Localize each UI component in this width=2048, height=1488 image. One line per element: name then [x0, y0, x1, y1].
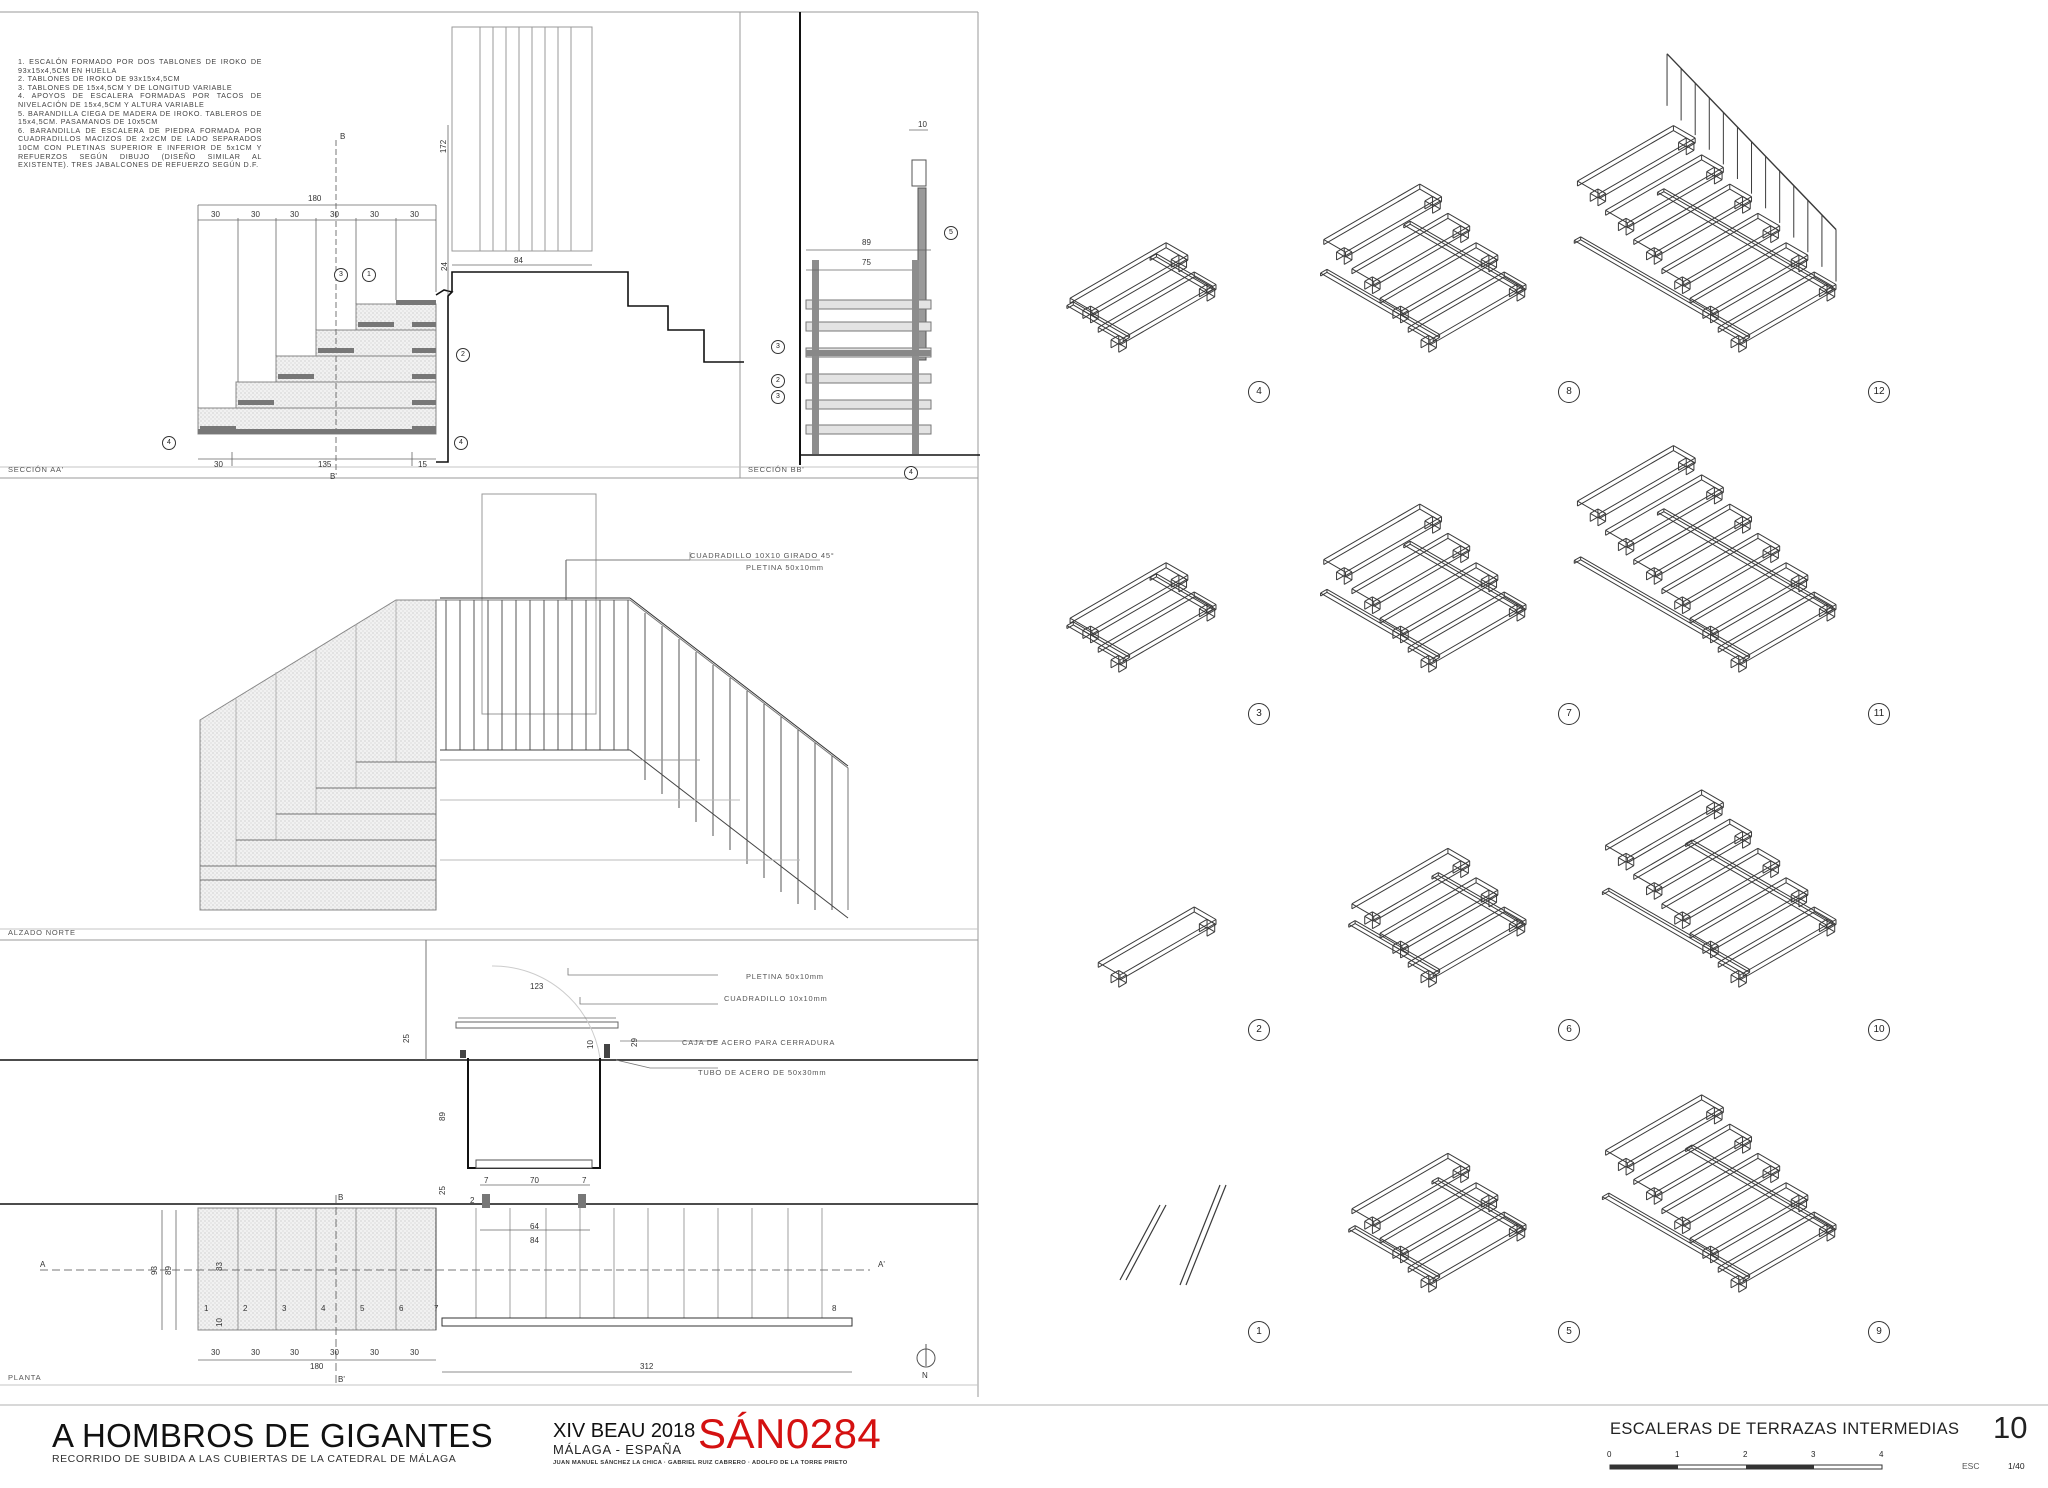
section-aa-drawing — [198, 27, 744, 472]
step-number: 8 — [832, 1304, 837, 1313]
sheet-title: ESCALERAS DE TERRAZAS INTERMEDIAS — [1610, 1420, 1960, 1438]
callout-marker: 4 — [162, 436, 176, 450]
competition-name: XIV BEAU 2018 — [553, 1420, 696, 1442]
step-number: 2 — [243, 1304, 248, 1313]
callout-marker: 4 — [454, 436, 468, 450]
note-item: 6. BARANDILLA DE ESCALERA DE PIEDRA FORMADA POR CUADRADILLOS MACIZOS DE 2x2CM DE LADO SEPARADOS 10CM CON PLETINAS SUPERIOR E INFERIOR DE 5x1CM Y REFUERZOS SEGÚN DIBUJO (DISEÑO SIMILAR AL EXISTENTE). TRES JABALCONES DE REFUERZO SEGÚN D.F. — [18, 125, 262, 170]
plan-dim-left: 93 — [149, 1266, 159, 1275]
iso-view-number: 2 — [1248, 1019, 1270, 1041]
dim-module: 30 — [330, 210, 339, 219]
dim-bb: 75 — [862, 258, 871, 267]
view-label-plan: PLANTA — [8, 1373, 42, 1382]
authors: JUAN MANUEL SÁNCHEZ LA CHICA · GABRIEL RUIZ CABRERO · ADOLFO DE LA TORRE PRIETO — [553, 1460, 848, 1466]
dim-module: 30 — [410, 210, 419, 219]
scale-label: ESC — [1962, 1461, 1980, 1471]
cut-mark-a: A — [40, 1260, 46, 1269]
plan-module: 30 — [290, 1348, 299, 1357]
cut-mark-b: B — [338, 1193, 344, 1202]
plan-dim: 7 — [484, 1176, 489, 1185]
step-number: 6 — [399, 1304, 404, 1313]
plan-annotation: PLETINA 50x10mm — [746, 972, 824, 981]
dim-module: 30 — [211, 210, 220, 219]
dim-total: 180 — [308, 194, 322, 203]
step-number: 7 — [434, 1304, 439, 1313]
plan-module: 30 — [370, 1348, 379, 1357]
isometric-stair-views — [1067, 54, 1836, 1292]
scale-tick: 0 — [1607, 1450, 1612, 1459]
iso-view-number: 4 — [1248, 381, 1270, 403]
construction-notes — [18, 58, 262, 170]
plan-annotation: TUBO DE ACERO DE 50x30mm — [698, 1068, 827, 1077]
callout-marker: 5 — [944, 226, 958, 240]
scale-tick: 3 — [1811, 1450, 1816, 1459]
iso-view-number: 11 — [1868, 703, 1890, 725]
view-label-section-aa: SECCIÓN AA' — [8, 465, 65, 474]
dim-bb: 89 — [862, 238, 871, 247]
plan-dim: 25 — [437, 1186, 447, 1195]
callout-marker: 4 — [904, 466, 918, 480]
dim-height: 24 — [439, 262, 449, 271]
dim-module: 30 — [251, 210, 260, 219]
callout-marker: 3 — [771, 340, 785, 354]
iso-view-number: 7 — [1558, 703, 1580, 725]
scale-tick: 2 — [1743, 1450, 1748, 1459]
dim-top-width: 84 — [514, 256, 523, 265]
elevation-label: PLETINA 50x10mm — [746, 563, 824, 572]
callout-marker: 3 — [334, 268, 348, 282]
iso-view-number: 5 — [1558, 1321, 1580, 1343]
note-item: 2. TABLONES DE IROKO DE 93x15x4,5CM — [18, 74, 181, 84]
plan-dim: 2 — [470, 1196, 475, 1205]
iso-view-number: 8 — [1558, 381, 1580, 403]
plan-module: 30 — [251, 1348, 260, 1357]
scale-tick: 1 — [1675, 1450, 1680, 1459]
plan-dim: 123 — [530, 982, 544, 991]
step-number: 3 — [282, 1304, 287, 1313]
iso-view-number: 9 — [1868, 1321, 1890, 1343]
plan-dim: 10 — [585, 1040, 595, 1049]
plan-dim: 64 — [530, 1222, 539, 1231]
plan-dim: 70 — [530, 1176, 539, 1185]
cut-mark-b-prime: B' — [338, 1375, 345, 1384]
plan-dim: 29 — [629, 1038, 639, 1047]
sheet-number: 10 — [1993, 1410, 2028, 1445]
dim-bottom: 30 — [214, 460, 223, 469]
plan-annotation: CAJA DE ACERO PARA CERRADURA — [682, 1038, 836, 1047]
dim-bottom: 15 — [418, 460, 427, 469]
plan-dim-left: 83 — [214, 1262, 224, 1271]
note-item: 1. ESCALÓN FORMADO POR DOS TABLONES DE IROKO DE 93x15x4,5CM EN HUELLA — [18, 57, 262, 75]
scale-value: 1/40 — [2008, 1461, 2025, 1471]
scale-tick: 4 — [1879, 1450, 1884, 1459]
iso-view-number: 1 — [1248, 1321, 1270, 1343]
project-subtitle: RECORRIDO DE SUBIDA A LAS CUBIERTAS DE LA CATEDRAL DE MÁLAGA — [52, 1453, 457, 1465]
elevation-label: CUADRADILLO 10X10 GIRADO 45° — [690, 551, 835, 560]
note-item: 3. TABLONES DE 15x4,5CM Y DE LONGITUD VARIABLE — [18, 82, 233, 92]
callout-marker: 1 — [362, 268, 376, 282]
plan-dim: 7 — [582, 1176, 587, 1185]
step-number: 1 — [204, 1304, 209, 1313]
north-arrow-label: N — [922, 1371, 928, 1380]
plan-dim: 89 — [437, 1112, 447, 1121]
plan-module: 30 — [410, 1348, 419, 1357]
plan-module: 30 — [330, 1348, 339, 1357]
step-number: 4 — [321, 1304, 326, 1313]
iso-view-number: 10 — [1868, 1019, 1890, 1041]
iso-view-number: 6 — [1558, 1019, 1580, 1041]
plan-dim: 84 — [530, 1236, 539, 1245]
callout-marker: 3 — [771, 390, 785, 404]
competition-place: MÁLAGA - ESPAÑA — [553, 1442, 682, 1457]
plan-total: 180 — [310, 1362, 324, 1371]
dim-bb: 10 — [918, 120, 927, 129]
plan-annotation: CUADRADILLO 10x10mm — [724, 994, 828, 1003]
dim-module: 30 — [290, 210, 299, 219]
iso-view-number: 12 — [1868, 381, 1890, 403]
iso-view-number: 3 — [1248, 703, 1270, 725]
cut-mark-b: B — [340, 132, 346, 141]
plan-drawing — [0, 940, 978, 1385]
scale-bar — [1610, 1465, 1882, 1469]
note-item: 5. BARANDILLA CIEGA DE MADERA DE IROKO. TABLEROS DE 15x4,5CM. PASAMANOS DE 10x5CM — [18, 108, 262, 127]
plan-dim: 25 — [401, 1034, 411, 1043]
dim-module: 30 — [370, 210, 379, 219]
step-number: 5 — [360, 1304, 365, 1313]
plan-module: 30 — [211, 1348, 220, 1357]
callout-marker: 2 — [771, 374, 785, 388]
cut-mark-a-prime: A' — [878, 1260, 885, 1269]
entry-code: SÁN0284 — [698, 1410, 882, 1457]
view-label-north-elevation: ALZADO NORTE — [8, 928, 76, 937]
plan-rail-length: 312 — [640, 1362, 654, 1371]
dim-height: 172 — [439, 139, 449, 154]
project-title: A HOMBROS DE GIGANTES — [52, 1417, 493, 1454]
dim-bottom: 135 — [318, 460, 332, 469]
plan-dim-left: 89 — [163, 1266, 173, 1275]
note-item: 4. APOYOS DE ESCALERA FORMADAS POR TACOS DE NIVELACIÓN DE 15x4,5CM Y ALTURA VARIABLE — [18, 91, 262, 109]
callout-marker: 2 — [456, 348, 470, 362]
view-label-section-bb: SECCIÓN BB' — [748, 465, 805, 474]
plan-dim-left: 10 — [214, 1318, 224, 1327]
cut-mark-b-prime: B' — [330, 472, 337, 481]
